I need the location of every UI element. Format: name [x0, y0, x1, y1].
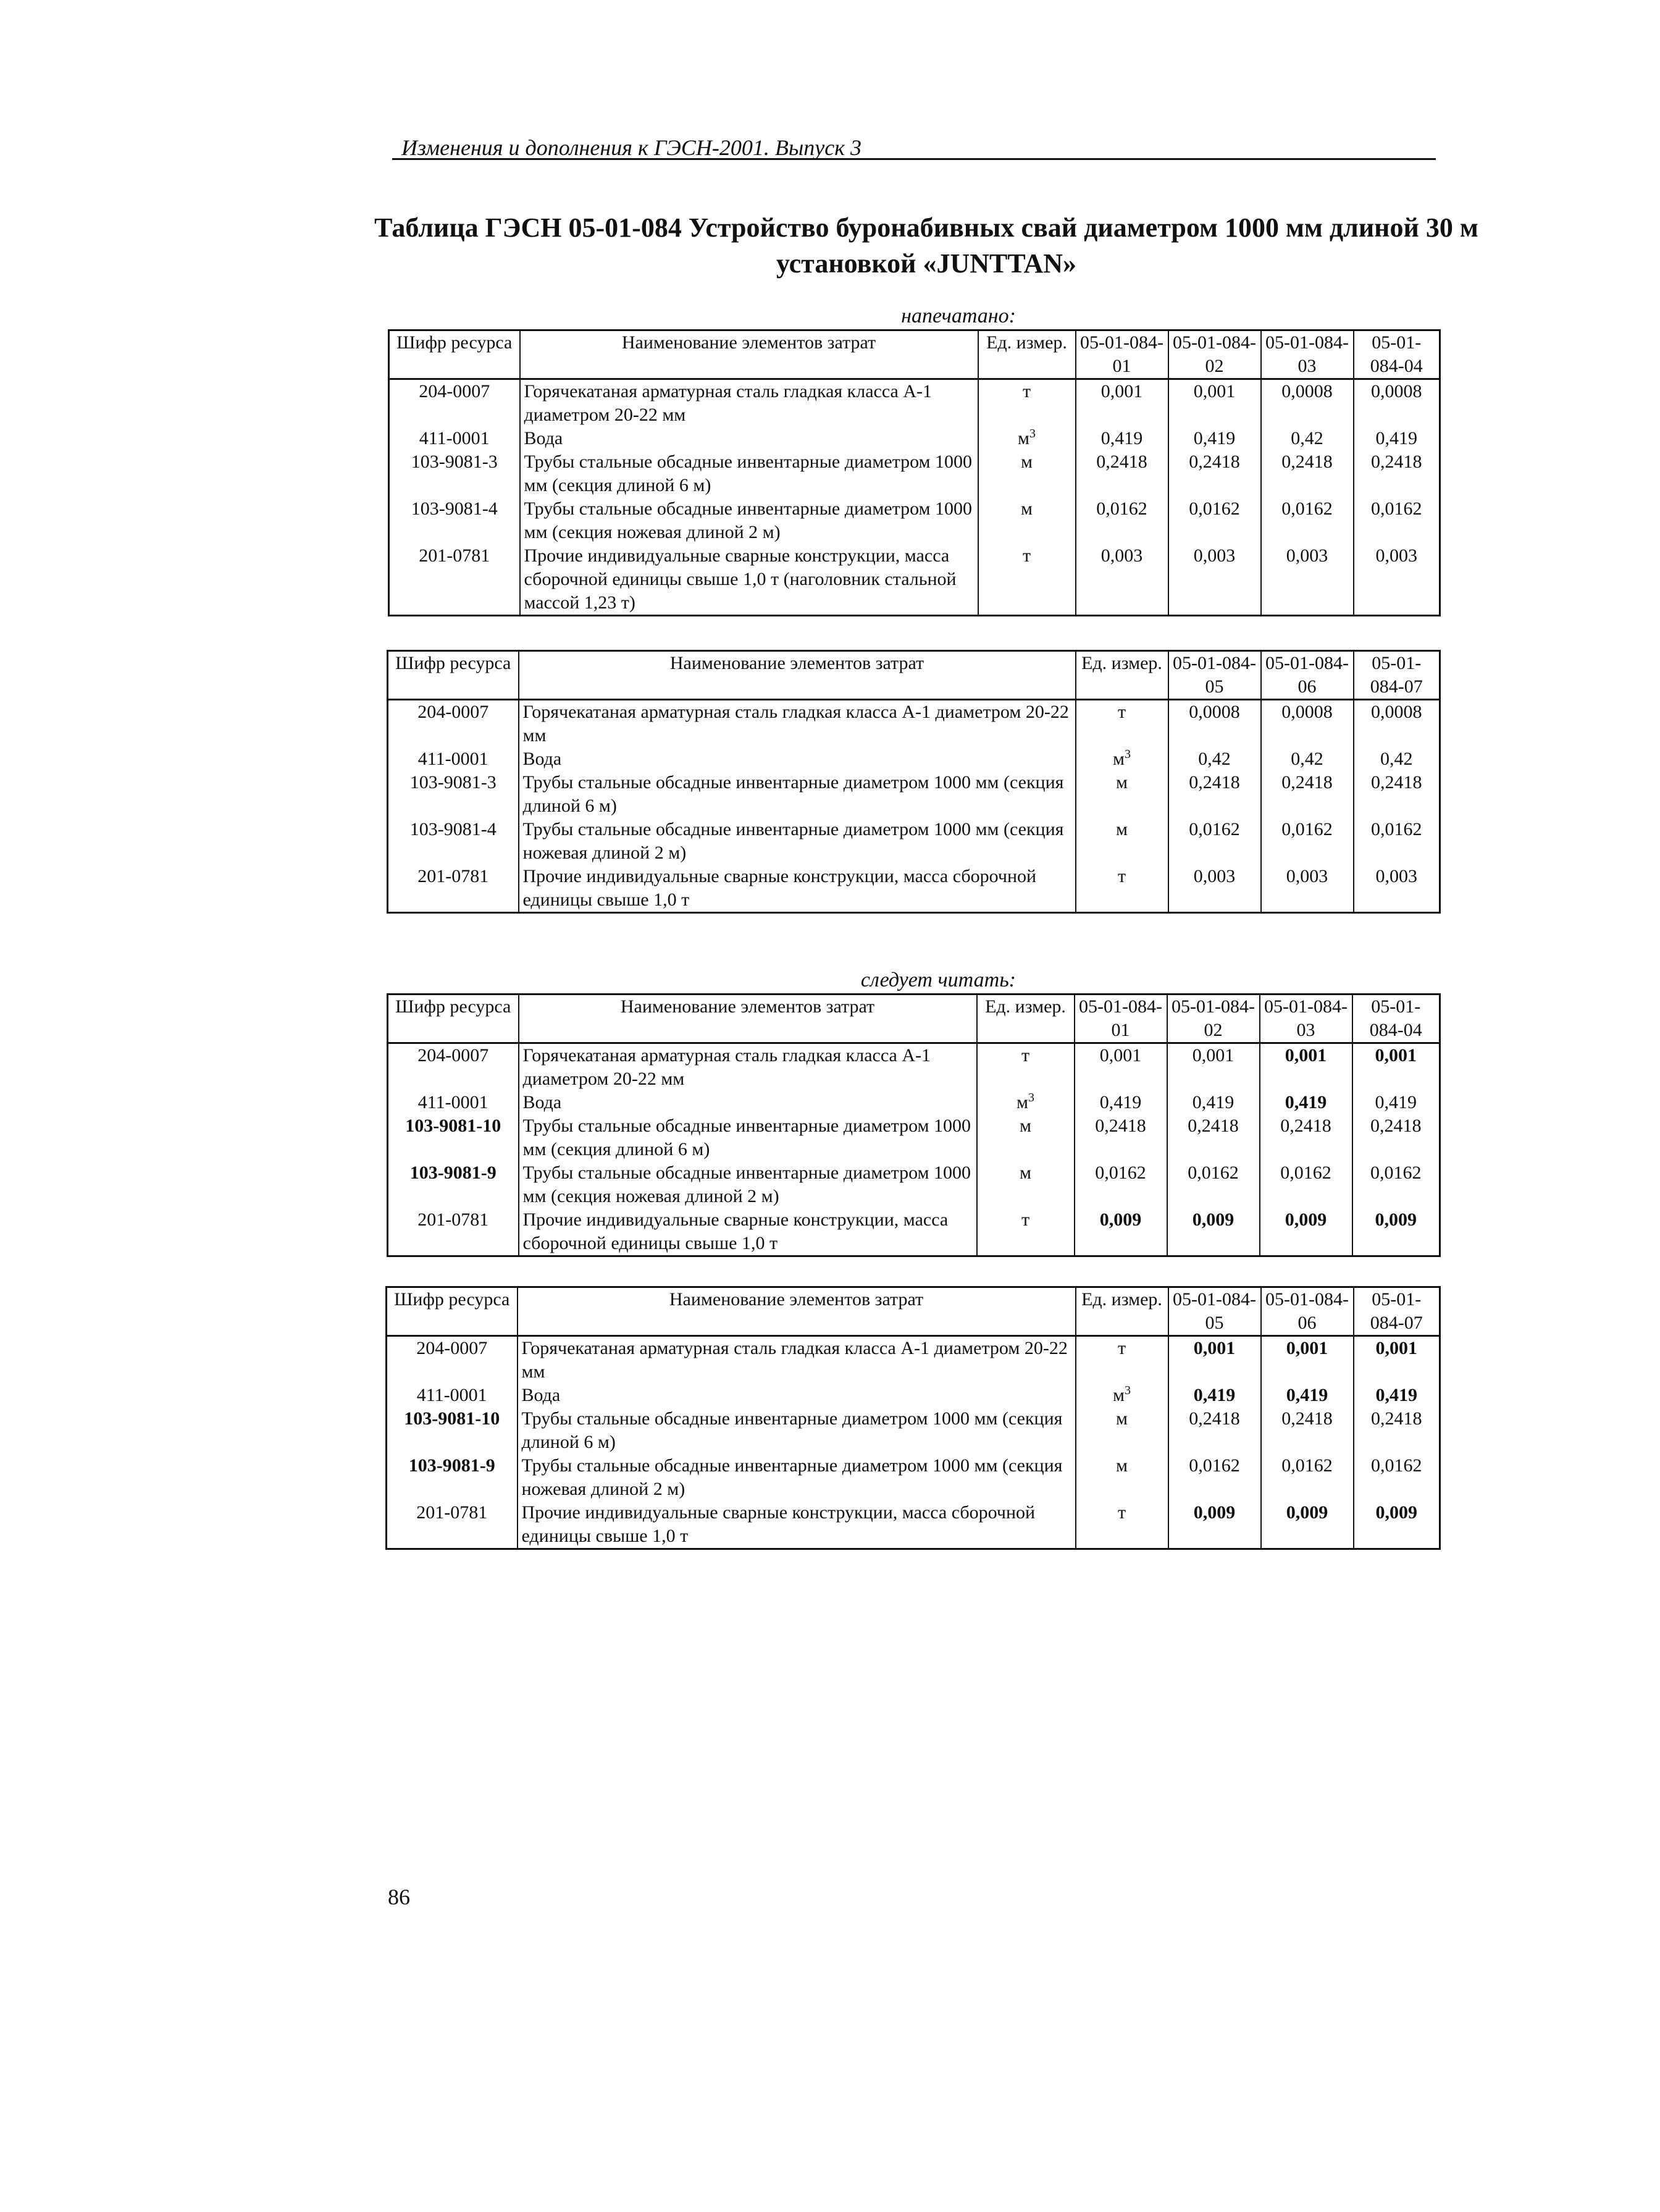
resource-code: 103-9081-4	[389, 497, 520, 544]
table-row	[387, 1407, 1440, 1454]
cost-element-name: Трубы стальные обсадные инвентарные диаметром 1000 мм (секция длиной 6 м)	[520, 450, 978, 497]
norm-value: 0,419	[1075, 1091, 1167, 1114]
unit-of-measure: м	[1076, 1454, 1168, 1501]
header-col: 05-01-084-04	[1354, 330, 1440, 379]
resource-code: 201-0781	[387, 1501, 518, 1549]
norm-value: 0,001	[1167, 1043, 1260, 1091]
header-col: 05-01-084-05	[1168, 1287, 1261, 1336]
norm-value: 0,003	[1261, 544, 1354, 616]
cost-element-name: Трубы стальные обсадные инвентарные диаметром 1000 мм (секция ножевая длиной 2 м)	[519, 818, 1076, 865]
norm-value: 0,0162	[1260, 1161, 1352, 1208]
norm-value: 0,2418	[1352, 1114, 1440, 1161]
resource-code: 103-9081-9	[387, 1454, 518, 1501]
table-row	[387, 1336, 1440, 1384]
corrected-table-b	[385, 1286, 1441, 1550]
table-header-row	[389, 330, 1440, 379]
norm-value: 0,003	[1261, 865, 1354, 913]
header-name: Наименование элементов затрат	[520, 330, 978, 379]
table-title: Таблица ГЭСН 05-01-084 Устройство буронабивных свай диаметром 1000 мм длиной 30 м установкой «JUNTTAN»	[374, 212, 1478, 279]
norm-value: 0,0008	[1354, 379, 1440, 427]
resource-code: 201-0781	[388, 1208, 519, 1256]
norm-value: 0,0162	[1075, 1161, 1167, 1208]
header-col: 05-01-084-01	[1076, 330, 1168, 379]
norm-value: 0,42	[1261, 427, 1354, 450]
norm-value: 0,2418	[1075, 1114, 1167, 1161]
norm-value: 0,0162	[1167, 1161, 1260, 1208]
resource-code: 411-0001	[388, 747, 519, 771]
header-unit: Ед. измер.	[1076, 651, 1168, 700]
norm-value: 0,419	[1354, 1384, 1440, 1407]
norm-value: 0,003	[1354, 865, 1440, 913]
header-unit: Ед. измер.	[1076, 1287, 1168, 1336]
resource-code: 204-0007	[387, 1336, 518, 1384]
unit-of-measure: т	[977, 1043, 1075, 1091]
unit-of-measure: $м^3$	[1076, 1384, 1168, 1407]
cost-element-name: Трубы стальные обсадные инвентарные диаметром 1000 мм (секция ножевая длиной 2 м)	[519, 1161, 977, 1208]
norm-value: 0,003	[1076, 544, 1168, 616]
norm-value: 0,0008	[1261, 379, 1354, 427]
table-row	[388, 700, 1440, 748]
norm-value: 0,001	[1168, 379, 1261, 427]
norm-value: 0,009	[1352, 1208, 1440, 1256]
header-code: Шифр ресурса	[387, 1287, 518, 1336]
header-code: Шифр ресурса	[388, 651, 519, 700]
norm-value: 0,2418	[1167, 1114, 1260, 1161]
resource-code: 201-0781	[388, 865, 519, 913]
caption-should-read: следует читать:	[860, 969, 1016, 991]
unit-of-measure: т	[1076, 700, 1168, 748]
unit-of-measure: т	[978, 544, 1076, 616]
header-code: Шифр ресурса	[388, 995, 519, 1043]
norm-value: 0,419	[1168, 1384, 1261, 1407]
norm-value: 0,2418	[1354, 1407, 1440, 1454]
cost-element-name: Вода	[519, 1091, 977, 1114]
header-col: 05-01-084-02	[1167, 995, 1260, 1043]
unit-of-measure: т	[1076, 1501, 1168, 1549]
resource-code: 204-0007	[388, 700, 519, 748]
unit-of-measure: м	[978, 450, 1076, 497]
norm-value: 0,009	[1354, 1501, 1440, 1549]
norm-value: 0,001	[1260, 1043, 1352, 1091]
corrected-table-a	[387, 993, 1441, 1257]
unit-of-measure: т	[1076, 865, 1168, 913]
printed-table-a	[388, 329, 1441, 616]
unit-of-measure: м	[1076, 771, 1168, 818]
norm-value: 0,0008	[1168, 700, 1261, 748]
running-header: Изменения и дополнения к ГЭСН-2001. Выпуск 3	[401, 135, 862, 160]
page-number: 86	[388, 1885, 410, 1909]
unit-of-measure: $м^3$	[978, 427, 1076, 450]
header-col: 05-01-084-07	[1354, 651, 1440, 700]
norm-value: 0,419	[1168, 427, 1261, 450]
unit-of-measure: т	[978, 379, 1076, 427]
norm-value: 0,009	[1260, 1208, 1352, 1256]
norm-value: 0,003	[1354, 544, 1440, 616]
norm-value: 0,0162	[1354, 818, 1440, 865]
resource-code: 201-0781	[389, 544, 520, 616]
norm-value: 0,0162	[1354, 1454, 1440, 1501]
norm-value: 0,001	[1075, 1043, 1167, 1091]
norm-value: 0,0008	[1354, 700, 1440, 748]
norm-value: 0,0162	[1168, 818, 1261, 865]
table-header-row	[388, 995, 1440, 1043]
header-col: 05-01-084-06	[1261, 1287, 1354, 1336]
header-col: 05-01-084-07	[1354, 1287, 1440, 1336]
resource-code: 411-0001	[388, 1091, 519, 1114]
unit-of-measure: т	[977, 1208, 1075, 1256]
norm-value: 0,009	[1167, 1208, 1260, 1256]
cost-element-name: Трубы стальные обсадные инвентарные диаметром 1000 мм (секция длиной 6 м)	[518, 1407, 1076, 1454]
norm-value: 0,0008	[1261, 700, 1354, 748]
norm-value: 0,419	[1261, 1384, 1354, 1407]
header-unit: Ед. измер.	[978, 330, 1076, 379]
norm-value: 0,001	[1168, 1336, 1261, 1384]
cost-element-name: Вода	[520, 427, 978, 450]
norm-value: 0,2418	[1076, 450, 1168, 497]
header-col: 05-01-084-04	[1352, 995, 1440, 1043]
resource-code: 103-9081-10	[388, 1114, 519, 1161]
table-row	[387, 1501, 1440, 1549]
norm-value: 0,003	[1168, 865, 1261, 913]
resource-code: 103-9081-10	[387, 1407, 518, 1454]
norm-value: 0,419	[1352, 1091, 1440, 1114]
unit-of-measure: м	[1076, 818, 1168, 865]
cost-element-name: Трубы стальные обсадные инвентарные диаметром 1000 мм (секция длиной 6 м)	[519, 771, 1076, 818]
table-row	[389, 497, 1440, 544]
cost-element-name: Горячекатаная арматурная сталь гладкая класса А-1 диаметром 20-22 мм	[520, 379, 978, 427]
norm-value: 0,009	[1168, 1501, 1261, 1549]
norm-value: 0,0162	[1352, 1161, 1440, 1208]
header-col: 05-01-084-05	[1168, 651, 1261, 700]
cost-element-name: Трубы стальные обсадные инвентарные диаметром 1000 мм (секция ножевая длиной 2 м)	[520, 497, 978, 544]
norm-value: 0,0162	[1261, 818, 1354, 865]
norm-value: 0,2418	[1261, 1407, 1354, 1454]
norm-value: 0,419	[1354, 427, 1440, 450]
norm-value: 0,419	[1260, 1091, 1352, 1114]
table-row	[388, 1043, 1440, 1091]
norm-value: 0,0162	[1261, 497, 1354, 544]
table-row	[388, 1114, 1440, 1161]
cost-element-name: Прочие индивидуальные сварные конструкции, масса сборочной единицы свыше 1,0 т	[519, 1208, 977, 1256]
norm-value: 0,0162	[1168, 1454, 1261, 1501]
header-col: 05-01-084-02	[1168, 330, 1261, 379]
table-row	[387, 1454, 1440, 1501]
unit-of-measure: м	[977, 1161, 1075, 1208]
table-row	[389, 427, 1440, 450]
caption-printed: напечатано:	[901, 305, 1016, 327]
unit-of-measure: $м^3$	[1076, 747, 1168, 771]
resource-code: 103-9081-4	[388, 818, 519, 865]
norm-value: 0,2418	[1354, 450, 1440, 497]
norm-value: 0,009	[1075, 1208, 1167, 1256]
cost-element-name: Трубы стальные обсадные инвентарные диаметром 1000 мм (секция длиной 6 м)	[519, 1114, 977, 1161]
norm-value: 0,001	[1076, 379, 1168, 427]
header-name: Наименование элементов затрат	[519, 651, 1076, 700]
table-row	[388, 747, 1440, 771]
norm-value: 0,009	[1261, 1501, 1354, 1549]
norm-value: 0,2418	[1354, 771, 1440, 818]
resource-code: 411-0001	[389, 427, 520, 450]
norm-value: 0,003	[1168, 544, 1261, 616]
header-rule	[392, 158, 1436, 160]
header-col: 05-01-084-03	[1261, 330, 1354, 379]
unit-of-measure: м	[977, 1114, 1075, 1161]
resource-code: 204-0007	[389, 379, 520, 427]
unit-of-measure: м	[978, 497, 1076, 544]
norm-value: 0,2418	[1261, 450, 1354, 497]
norm-value: 0,2418	[1168, 450, 1261, 497]
resource-code: 103-9081-9	[388, 1161, 519, 1208]
table-header-row	[388, 651, 1440, 700]
norm-value: 0,2418	[1260, 1114, 1352, 1161]
cost-element-name: Горячекатаная арматурная сталь гладкая класса А-1 диаметром 20-22 мм	[519, 700, 1076, 748]
norm-value: 0,2418	[1168, 1407, 1261, 1454]
cost-element-name: Прочие индивидуальные сварные конструкции, масса сборочной единицы свыше 1,0 т	[519, 865, 1076, 913]
table-row	[388, 865, 1440, 913]
norm-value: 0,42	[1354, 747, 1440, 771]
cost-element-name: Горячекатаная арматурная сталь гладкая класса А-1 диаметром 20-22 мм	[519, 1043, 977, 1091]
norm-value: 0,42	[1168, 747, 1261, 771]
norm-value: 0,2418	[1261, 771, 1354, 818]
resource-code: 103-9081-3	[388, 771, 519, 818]
norm-value: 0,001	[1354, 1336, 1440, 1384]
cost-element-name: Вода	[518, 1384, 1076, 1407]
table-row	[388, 1161, 1440, 1208]
header-unit: Ед. измер.	[977, 995, 1075, 1043]
table-row	[388, 1091, 1440, 1114]
cost-element-name: Горячекатаная арматурная сталь гладкая класса А-1 диаметром 20-22 мм	[518, 1336, 1076, 1384]
cost-element-name: Трубы стальные обсадные инвентарные диаметром 1000 мм (секция ножевая длиной 2 м)	[518, 1454, 1076, 1501]
norm-value: 0,0162	[1168, 497, 1261, 544]
printed-table-b	[387, 650, 1441, 914]
norm-value: 0,0162	[1261, 1454, 1354, 1501]
norm-value: 0,001	[1261, 1336, 1354, 1384]
unit-of-measure: т	[1076, 1336, 1168, 1384]
header-col: 05-01-084-01	[1075, 995, 1167, 1043]
header-code: Шифр ресурса	[389, 330, 520, 379]
table-row	[389, 379, 1440, 427]
cost-element-name: Прочие индивидуальные сварные конструкции, масса сборочной единицы свыше 1,0 т (наголовник стальной массой 1,23 т)	[520, 544, 978, 616]
norm-value: 0,42	[1261, 747, 1354, 771]
resource-code: 411-0001	[387, 1384, 518, 1407]
norm-value: 0,001	[1352, 1043, 1440, 1091]
header-name: Наименование элементов затрат	[518, 1287, 1076, 1336]
unit-of-measure: $м^3$	[977, 1091, 1075, 1114]
table-row	[388, 818, 1440, 865]
norm-value: 0,0162	[1354, 497, 1440, 544]
header-name: Наименование элементов затрат	[519, 995, 977, 1043]
norm-value: 0,2418	[1168, 771, 1261, 818]
header-col: 05-01-084-06	[1261, 651, 1354, 700]
resource-code: 204-0007	[388, 1043, 519, 1091]
header-col: 05-01-084-03	[1260, 995, 1352, 1043]
table-header-row	[387, 1287, 1440, 1336]
cost-element-name: Вода	[519, 747, 1076, 771]
norm-value: 0,419	[1167, 1091, 1260, 1114]
unit-of-measure: м	[1076, 1407, 1168, 1454]
table-row	[388, 1208, 1440, 1256]
table-row	[387, 1384, 1440, 1407]
cost-element-name: Прочие индивидуальные сварные конструкции, масса сборочной единицы свыше 1,0 т	[518, 1501, 1076, 1549]
table-row	[389, 544, 1440, 616]
norm-value: 0,419	[1076, 427, 1168, 450]
table-row	[388, 771, 1440, 818]
table-row	[389, 450, 1440, 497]
resource-code: 103-9081-3	[389, 450, 520, 497]
norm-value: 0,0162	[1076, 497, 1168, 544]
